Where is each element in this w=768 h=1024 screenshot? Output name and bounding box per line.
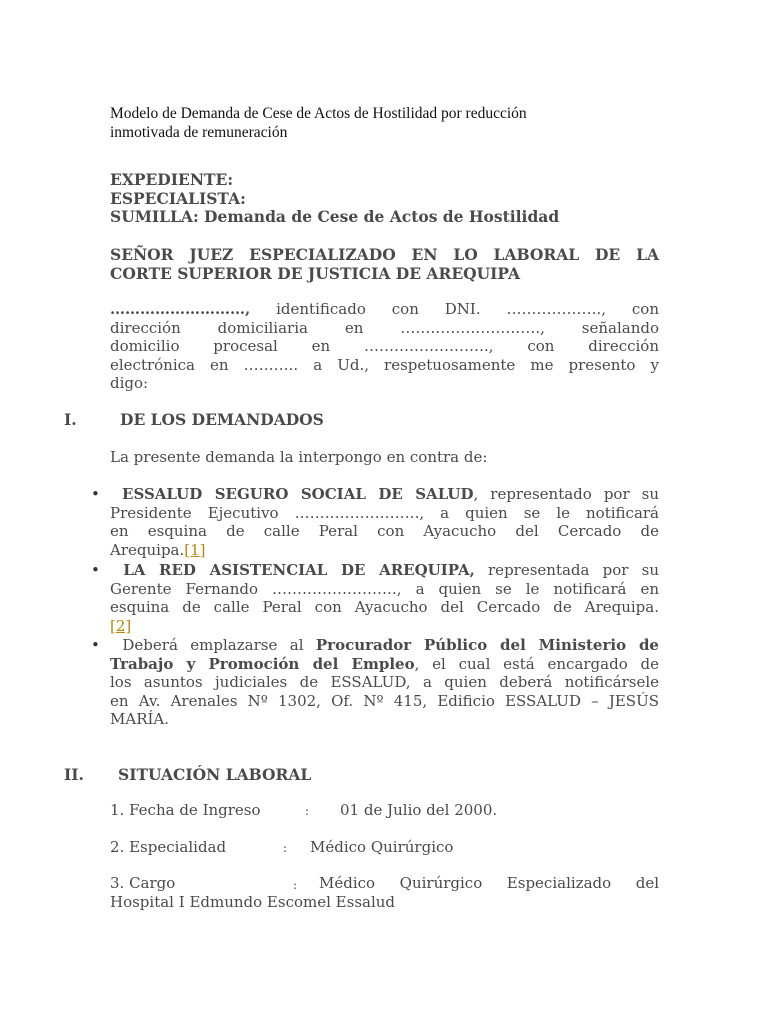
- title-line-1: Modelo de Demanda de Cese de Actos de Hostilidad por reducción: [110, 105, 527, 122]
- especialidad-colon: :: [283, 841, 288, 855]
- essalud-line-1-text: , representado por su: [473, 485, 659, 503]
- red-line-1: [110, 561, 659, 580]
- intro-name-blank: ………………………,: [110, 300, 251, 318]
- essalud-line-4: [110, 541, 659, 560]
- section-2-numeral: II.: [64, 765, 84, 784]
- intro-line-1: [110, 300, 659, 319]
- procurador-line-5: MARÍA.: [110, 710, 170, 728]
- footnote-link-1[interactable]: [1]: [184, 540, 206, 559]
- red-line-2: Gerente Fernando ……………………., a quien se le notificará en: [110, 579, 659, 598]
- intro-line-1-text: identificado con DNI. ………………., con: [250, 300, 659, 318]
- fecha-ingreso-row: [110, 801, 659, 819]
- procurador-title-part-2: Trabajo y Promoción del Empleo: [110, 654, 415, 673]
- expediente-label: EXPEDIENTE:: [110, 170, 234, 189]
- intro-line-3: domicilio procesal en ……………………., con dirección: [110, 337, 659, 355]
- document-title: [110, 104, 630, 142]
- procurador-line-2: [110, 655, 659, 674]
- fecha-ingreso-label: 1. Fecha de Ingreso: [110, 801, 261, 819]
- cargo-line-1: [110, 874, 659, 893]
- essalud-line-3: en esquina de calle Peral con Ayacucho del Cercado de: [110, 522, 659, 540]
- fecha-ingreso-value: 01 de Julio del 2000.: [340, 801, 498, 819]
- bullet-icon: •: [91, 636, 100, 654]
- essalud-name: ESSALUD SEGURO SOCIAL DE SALUD: [122, 485, 474, 503]
- procurador-line-4: en Av. Arenales Nº 1302, Of. Nº 415, Edificio ESSALUD – JESÚS: [110, 691, 659, 710]
- intro-line-5: digo:: [110, 374, 149, 392]
- footnote-link-2[interactable]: [2]: [110, 616, 132, 635]
- sumilla-label: SUMILLA: Demanda de Cese de Actos de Hostilidad: [110, 207, 560, 226]
- procurador-line-2-text: , el cual está encargado de: [414, 654, 659, 673]
- procurador-line-3: los asuntos judiciales de ESSALUD, a quien deberá notificársele: [110, 673, 659, 691]
- especialidad-label: 2. Especialidad: [110, 838, 227, 856]
- essalud-line-4-text: Arequipa.: [110, 540, 185, 559]
- procurador-title-part-1: Procurador Público del Ministerio de: [315, 636, 659, 654]
- intro-line-4: electrónica en ……….. a Ud., respetuosamente me presento y: [110, 355, 659, 374]
- cargo-row: [110, 874, 659, 911]
- intro-paragraph: [110, 300, 659, 393]
- especialista-label: ESPECIALISTA:: [110, 188, 246, 208]
- section-1-intro: La presente demanda la interpongo en contra de:: [110, 448, 488, 466]
- procurador-line-1: [110, 636, 659, 655]
- fecha-ingreso-colon: :: [305, 804, 310, 818]
- case-header: [110, 171, 659, 227]
- cargo-label: 3. Cargo: [110, 874, 176, 892]
- red-line-1-text: representada por su: [474, 561, 660, 579]
- section-2-title: SITUACIÓN LABORAL: [118, 765, 312, 784]
- title-line-2: inmotivada de remuneración: [110, 124, 288, 141]
- addressee-line-1: SEÑOR JUEZ ESPECIALIZADO EN LO LABORAL DE LA: [110, 245, 659, 264]
- section-1-title: DE LOS DEMANDADOS: [120, 410, 324, 429]
- intro-line-2: dirección domiciliaria en ………………………., señalando: [110, 318, 659, 337]
- addressee-line-2: CORTE SUPERIOR DE JUSTICIA DE AREQUIPA: [110, 264, 520, 283]
- procurador-line-1-text: Deberá emplazarse al: [122, 636, 316, 654]
- bullet-icon: •: [91, 485, 100, 503]
- essalud-line-2: Presidente Ejecutivo ……………………., a quien se le notificará: [110, 503, 659, 522]
- procurador-paragraph: [110, 636, 659, 729]
- cargo-line-2: Hospital I Edmundo Escomel Essalud: [110, 892, 396, 911]
- especialidad-row: [110, 838, 659, 856]
- defendant-essalud: [110, 485, 659, 559]
- red-name: LA RED ASISTENCIAL DE AREQUIPA,: [123, 561, 475, 579]
- cargo-value: Médico Quirúrgico Especializado del: [319, 874, 659, 892]
- essalud-line-1: [110, 485, 659, 504]
- red-line-4: [110, 617, 659, 636]
- defendant-red-asistencial: [110, 561, 659, 635]
- section-1-numeral: I.: [64, 410, 77, 429]
- red-line-3: esquina de calle Peral con Ayacucho del Cercado de Arequipa.: [110, 598, 659, 616]
- cargo-colon: :: [293, 878, 298, 892]
- addressee: [110, 245, 659, 283]
- bullet-icon: •: [91, 561, 100, 579]
- especialidad-value: Médico Quirúrgico: [310, 838, 454, 856]
